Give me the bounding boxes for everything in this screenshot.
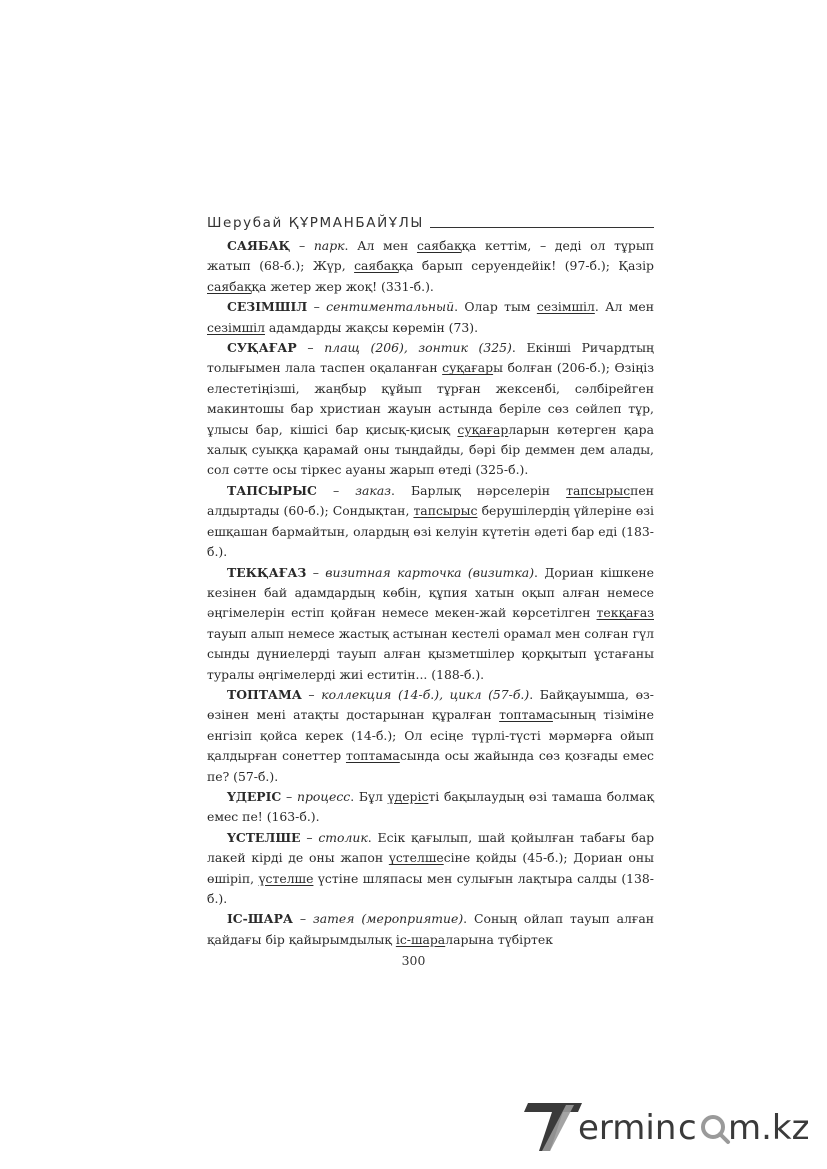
underlined-term: топтама	[499, 707, 553, 723]
dictionary-entry	[207, 481, 654, 563]
translation: плащ (206), зонтик (325)	[324, 340, 512, 356]
underlined-term: тапсырыс	[413, 503, 478, 519]
headword: СЕЗІМШІЛ	[227, 299, 308, 315]
entry-text: сында осы жайында сөз қозғады емес пе? (57-б.).	[207, 748, 654, 784]
entry-text: адамдарды жақсы көремін (73).	[264, 319, 479, 335]
underlined-term: суқағар	[442, 360, 494, 376]
entry-text: . Бұл	[350, 788, 388, 804]
translation: визитная карточка (визитка)	[325, 564, 535, 580]
entry-text: ы болған (206-б.); Өзіңіз елестетіңізші, жаңбыр құйып тұрған жексенбі, сәлбірейген макинтошы бар христиан жауын астында беріле сөз сөйлеп тұр, ұлысы бар, кішісі бар қисық-қисық	[207, 360, 654, 437]
underlined-term: текқағаз	[596, 605, 654, 621]
entry-text: –	[316, 482, 356, 498]
entry-text: –	[307, 299, 327, 315]
headword: ҮДЕРІС	[227, 788, 282, 804]
entry-text: қа жетер жер жоқ! (331-б.).	[251, 278, 434, 294]
entry-text: пен алдыртады (60-б.); Сондықтан,	[207, 482, 654, 519]
headword: ТЕКҚАҒАЗ	[227, 564, 307, 580]
underlined-term: саябақ	[207, 278, 252, 294]
dictionary-entry	[207, 685, 654, 787]
entry-text: –	[301, 686, 322, 702]
entry-text: –	[300, 829, 319, 845]
headword: САЯБАҚ	[227, 238, 291, 253]
translation: процесс	[296, 788, 351, 804]
logo-text-mkz: m.kz	[728, 1108, 810, 1148]
entry-text: берушілердің үйлеріне өзі ешқашан бармайтын, олардың өзі келуін күтетін әдеті бар еді (183-б.).	[207, 503, 654, 560]
headword: СУҚАҒАР	[227, 340, 297, 356]
logo-t-mark	[524, 1103, 582, 1151]
dictionary-entry	[207, 909, 654, 950]
translation: парк	[313, 238, 345, 253]
entry-text: . Соның ойлап тауып алған қайдағы бір қайырымдылық	[207, 911, 654, 947]
entry-text: –	[296, 340, 325, 356]
entry-text: ті бақылаудың өзі тамаша болмақ емес пе! (163-б.).	[207, 788, 655, 825]
entry-text: –	[290, 238, 314, 253]
translation: столик	[318, 829, 368, 845]
entry-text: . Есік қағылып, шай қойылған табағы бар лакей кірді де оны жапон	[207, 829, 655, 866]
entry-text: үстіне шляпасы мен сулығын лақтыра салды (138-б.).	[207, 870, 654, 906]
entry-text: . Ал мен	[594, 299, 654, 315]
underlined-term: саябақ	[416, 238, 462, 253]
entry-text: қа кеттім, – деді ол тұрып жатып (68-б.); Жүр,	[207, 238, 654, 274]
underlined-term: үстелше	[258, 870, 314, 886]
logo-letter-c: c	[678, 1108, 697, 1148]
underlined-term: топтама	[345, 748, 400, 764]
underlined-term: іс-шара	[395, 931, 446, 947]
headword: ТАПСЫРЫС	[227, 482, 317, 498]
entry-text: . Ал мен	[344, 238, 417, 253]
termincom-logo	[520, 1095, 820, 1155]
entry-text: –	[306, 564, 326, 580]
entry-text: . Байқауымша, өз-өзінен мені атақты достарынан құралған	[207, 686, 654, 723]
underlined-term: сезімшіл	[207, 319, 265, 335]
dictionary-entry	[207, 297, 654, 338]
dictionary-entry	[207, 563, 654, 685]
entry-text: . Екінші Ричардтың толығымен лала таспен оқаланған	[207, 340, 654, 376]
entry-text: ларын көтерген қара халық суыққа қарамай оны тыңдайды, бәрі бір деммен дем алады, сол сәтте осы тіркес ауаны жарып өтеді (325-б.).	[207, 421, 655, 478]
translation: заказ	[355, 482, 391, 498]
running-header-author: Шерубай ҚҰРМАНБАЙҰЛЫ	[207, 215, 424, 231]
entry-text: ларына түбіртек	[445, 931, 553, 947]
underlined-term: тапсырыс	[566, 482, 631, 498]
dictionary-entry	[207, 828, 654, 910]
entry-text: сының тізіміне енгізіп қойса керек (14-б.); Ол есіңе түрлі-түсті мәрмәрға ойып қалдырған сонеттер	[207, 707, 654, 764]
dictionary-entry	[207, 787, 654, 828]
underlined-term: сезімшіл	[536, 299, 595, 315]
entry-text: . Барлық нәрселерін	[390, 482, 567, 498]
underlined-term: үдеріс	[387, 788, 429, 804]
dictionary-entry	[207, 236, 654, 297]
entry-text: тауып алып немесе жастық астынан кестелі орамал мен солған гүл сынды дүниелерді тауып алған қызметшілер қорқытып ұстағаны туралы әңгімелерді жиі еститін... (188-б.).	[207, 625, 654, 682]
magnifier-icon	[703, 1117, 728, 1142]
entry-text: қа барып серуендейік! (97-б.); Қазір	[398, 258, 654, 274]
underlined-term: саябақ	[354, 258, 399, 274]
entry-text: –	[293, 911, 314, 927]
dictionary-entry	[207, 338, 654, 481]
entry-text: сіне қойды (45-б.); Дориан оны өшіріп,	[207, 850, 654, 886]
running-header	[207, 211, 654, 231]
entry-text: . Олар тым	[454, 299, 537, 315]
translation: коллекция (14-б.), цикл (57-б.)	[321, 686, 530, 702]
translation: затея (мероприятие)	[313, 911, 464, 927]
entry-text: –	[281, 788, 297, 804]
underlined-term: үстелше	[388, 850, 444, 866]
headword: ІС-ШАРА	[227, 911, 294, 927]
headword: ҮСТЕЛШЕ	[227, 829, 301, 845]
dictionary-entries	[207, 236, 654, 950]
logo-text-ermin: ermin	[578, 1108, 677, 1148]
underlined-term: суқағар	[457, 421, 509, 437]
header-rule	[430, 227, 654, 228]
entry-text: . Дориан кішкене кезінен бай адамдардың көбін, құпия хатын оқып алған немесе әңгімелерін естіп қойған немесе мекен-жай көрсетілген	[207, 564, 654, 621]
headword: ТОПТАМА	[227, 686, 302, 702]
page-number: 300	[401, 953, 426, 968]
translation: сентиментальный	[326, 299, 455, 315]
